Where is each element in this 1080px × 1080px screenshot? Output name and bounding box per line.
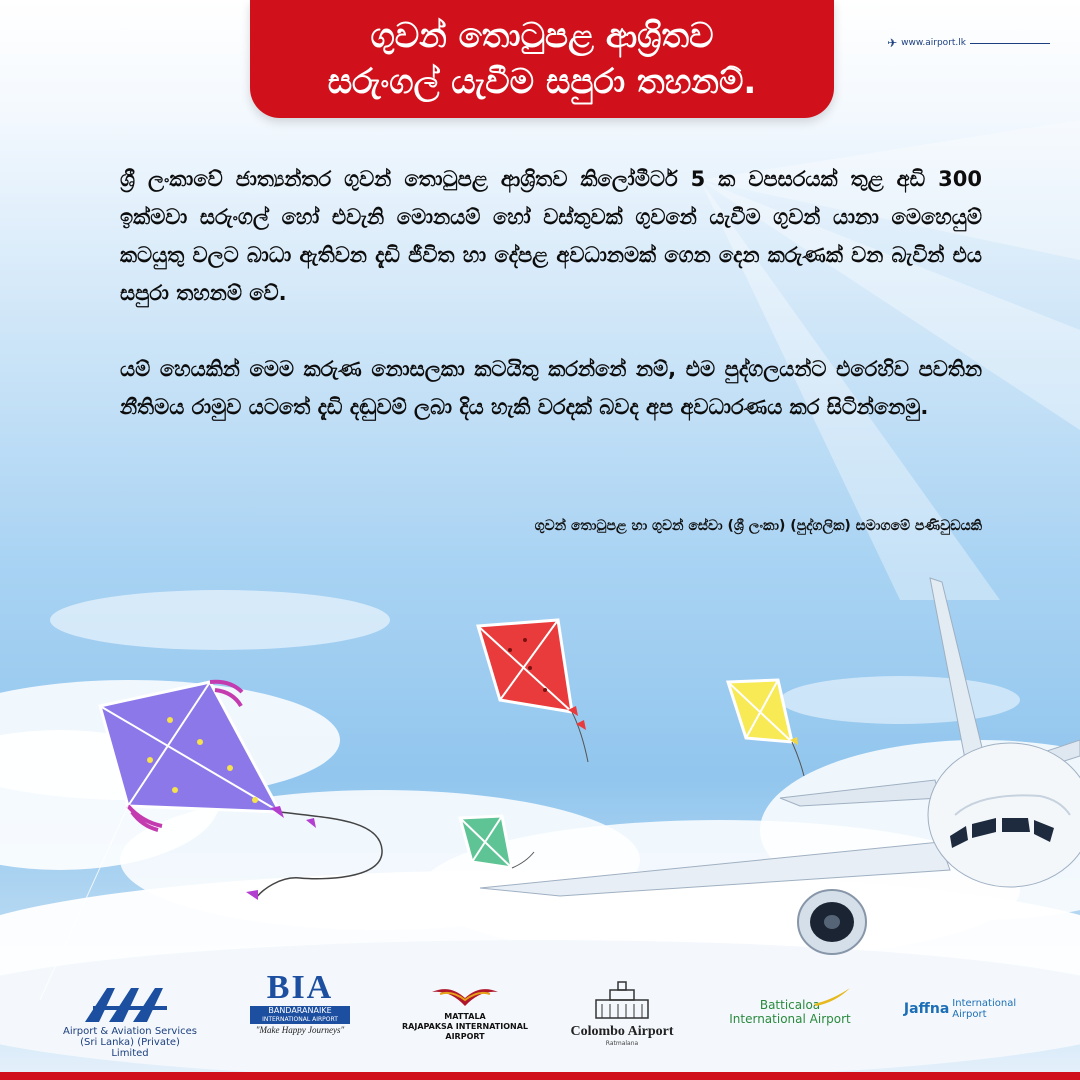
bia-subname: INTERNATIONAL AIRPORT <box>250 1016 350 1024</box>
batticaloa-logo <box>720 990 860 1026</box>
mattala-bird-icon <box>430 984 500 1008</box>
red-kite <box>478 620 588 762</box>
bottom-red-bar <box>0 1072 1080 1080</box>
bia-tagline: "Make Happy Journeys" <box>255 1025 345 1035</box>
batticaloa-line1: Batticaloa <box>759 998 821 1012</box>
aasl-name: Airport & Aviation Services <box>63 1026 197 1037</box>
batticaloa-line2: International Airport <box>729 1012 851 1026</box>
terminal-building-icon <box>592 980 652 1020</box>
website-url: www.airport.lk <box>901 38 966 48</box>
jaffna-line1: International <box>952 998 1017 1009</box>
bia-mark: BIA <box>266 969 334 1006</box>
title-banner <box>250 0 834 118</box>
notice-paragraph-1: ශ්‍රී ලංකාවේ ජාත්‍යන්තර ගුවන් තොටුපළ ආශ්‍රිතව කිලෝමීටර් 5 ක වපසරයක් තුළ අඩි 300 ඉක්මවා සරුංගල් හෝ එවැනි මොනයම් හෝ වස්තුවක් ගුවනේ යැවීම ගුවන් යානා මෙහෙයුම් කටයුතු වලට බාධා ඇතිවන දැඩි ජීවිත හා දේපළ අවධානමක් ගෙන දෙන කරුණක් වන බැවින් එය සපුරා තහනම් වේ. <box>120 167 982 305</box>
bia-logo <box>250 970 350 1036</box>
notice-signature: ගුවන් තොටුපළ හා ගුවන් සේවා (ශ්‍රී ලංකා) (පුද්ගලික) සමාගමේ පණිවුඩයකි <box>534 518 982 534</box>
jaffna-line2: Airport <box>952 1009 987 1020</box>
divider <box>970 43 1050 44</box>
colombo-sub: Ratmalana <box>605 1040 639 1047</box>
mattala-logo <box>390 984 540 1042</box>
title-line-1: ගුවන් තොටුපළ ආශ්‍රිතව <box>370 16 714 56</box>
airplane-icon: ✈ <box>887 36 898 50</box>
website-tag <box>887 36 1050 50</box>
notice-paragraph-2: යම් හෙයකින් මෙම කරුණ නොසලකා කටයිතු කරන්නේ නම්, එම පුද්ගලයන්ට එරෙහිව පවතින නීතිමය රාමුව යටතේ දැඩි දඬුවම් ලබා දිය හැකි වරදක් බවද අප අවධාරණය කර සිටින්නෙමු. <box>120 357 982 419</box>
jaffna-name: Jaffna <box>903 1001 950 1017</box>
jaffna-logo <box>890 998 1030 1020</box>
aasl-subname: (Sri Lanka) (Private) Limited <box>80 1037 180 1059</box>
aasl-logo <box>60 988 200 1059</box>
bia-name: BANDARANAIKE <box>250 1006 350 1016</box>
airport-logos <box>40 969 1040 1060</box>
mattala-line1: MATTALA <box>444 1012 486 1021</box>
mattala-line2: RAJAPAKSA INTERNATIONAL <box>401 1022 528 1031</box>
aasl-mark-icon <box>85 988 175 1022</box>
batticaloa-swoosh-icon <box>812 988 852 1006</box>
title-line-2: සරුංගල් යැවීම සපුරා තහනම්. <box>327 62 757 102</box>
colombo-name: Colombo Airport <box>570 1024 674 1039</box>
colombo-airport-logo <box>552 980 692 1048</box>
notice-body <box>120 160 982 464</box>
mattala-line3: AIRPORT <box>445 1032 485 1041</box>
